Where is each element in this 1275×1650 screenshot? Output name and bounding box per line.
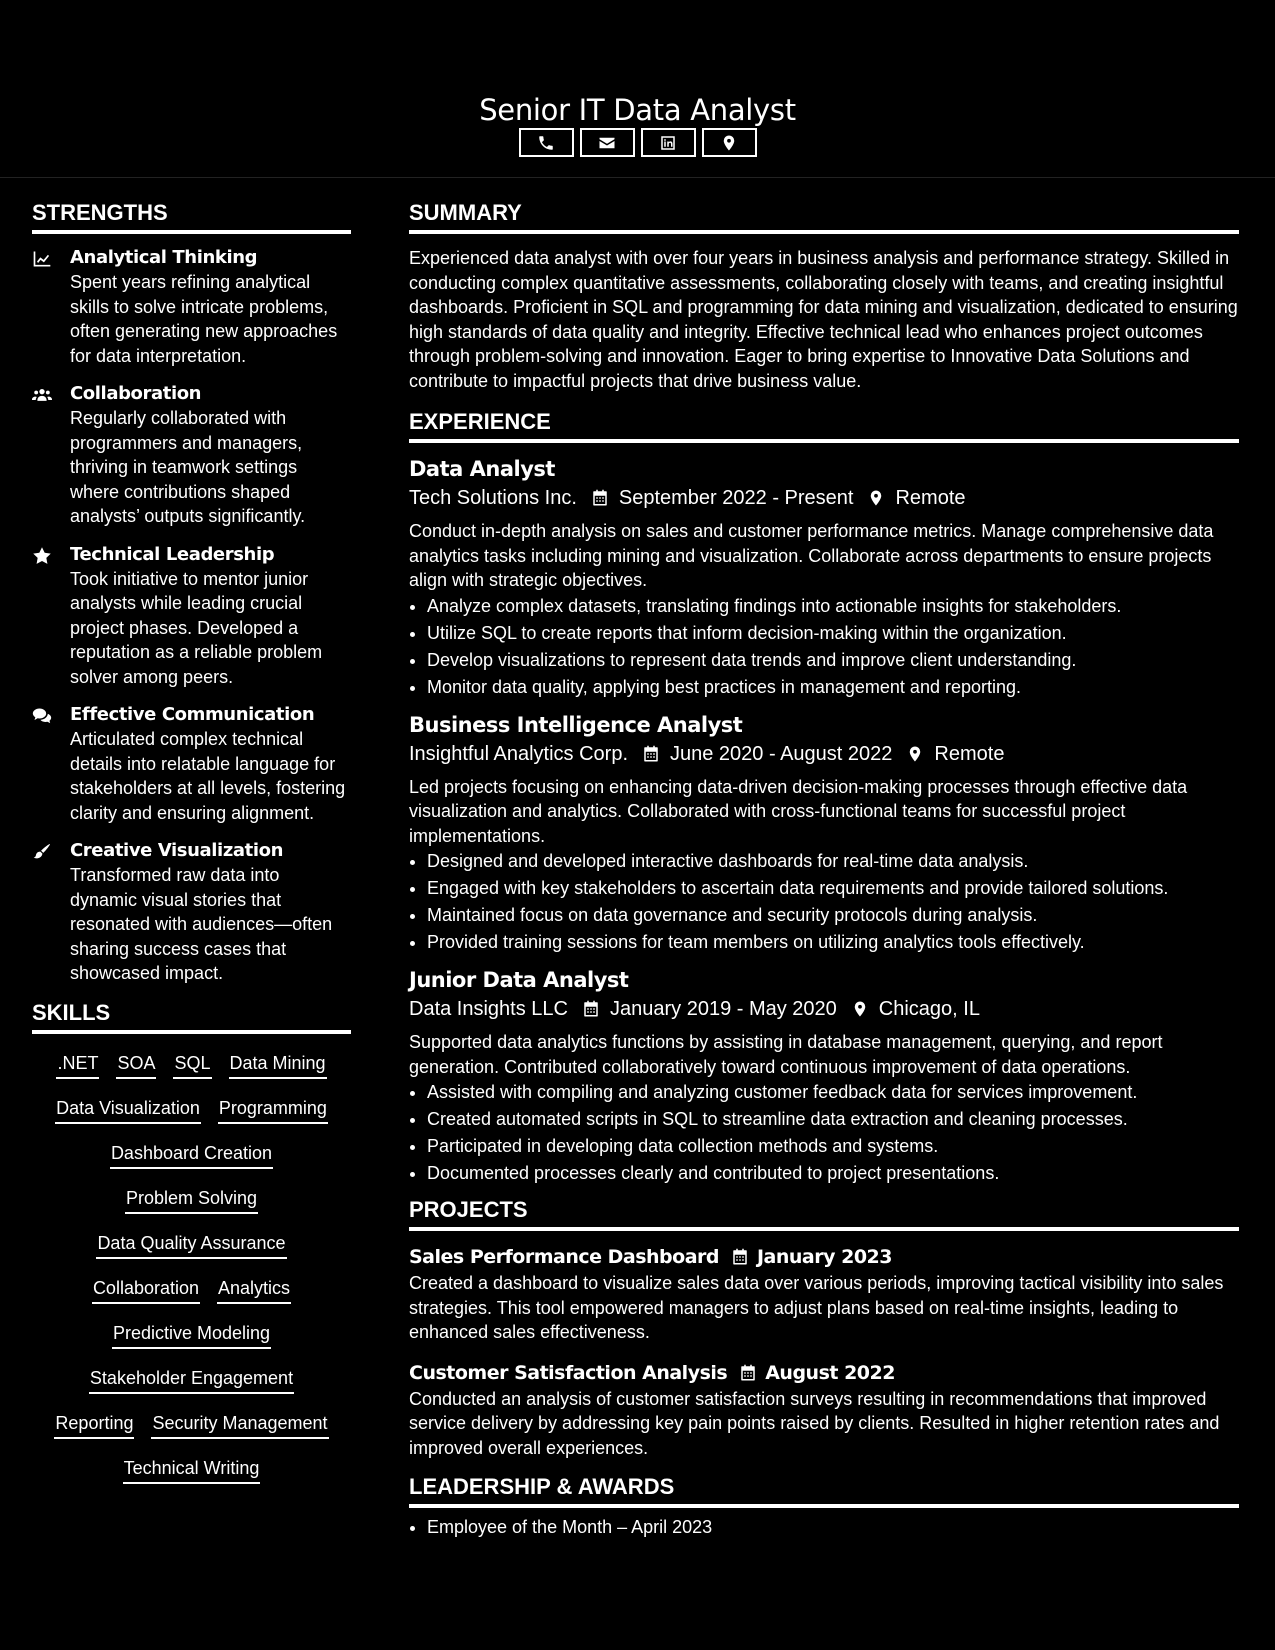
- award-item: • Employee of the Month – April 2023: [427, 1514, 1239, 1541]
- job-company: Tech Solutions Inc.: [409, 487, 577, 509]
- experience-heading: EXPERIENCE: [409, 409, 1239, 443]
- comments-icon: [32, 706, 52, 726]
- job-company: Insightful Analytics Corp.: [409, 742, 628, 765]
- job-location: Chicago, IL: [878, 998, 980, 1020]
- job-meta: [409, 994, 1239, 1024]
- job-bullet: • Analyze complex datasets, translating findings into actionable insights for stakeholders.: [427, 593, 1239, 620]
- job-bullet: • Participated in developing data collection methods and systems.: [427, 1133, 1239, 1160]
- skill-tag: Stakeholder Engagement: [89, 1367, 294, 1394]
- skill-row: [32, 1097, 351, 1142]
- calendar-icon: [582, 1000, 600, 1018]
- projects-heading: PROJECTS: [409, 1197, 1239, 1231]
- experience-list: [409, 455, 1239, 1187]
- job-meta: [409, 739, 1239, 769]
- calendar-icon: [731, 1248, 749, 1266]
- chart-line-icon: [32, 249, 52, 269]
- skill-row: [32, 1457, 351, 1502]
- job-bullet: • Provided training sessions for team members on utilizing analytics tools effectively.: [427, 929, 1239, 956]
- skill-tag: Data Visualization: [55, 1097, 201, 1124]
- linkedin-button[interactable]: [641, 128, 696, 157]
- skill-tag: Reporting: [54, 1412, 134, 1439]
- job-bullet: • Assisted with compiling and analyzing customer feedback data for services improvement.: [427, 1079, 1239, 1106]
- job-bullets: [409, 848, 1239, 956]
- strength-title: Collaboration: [70, 383, 202, 404]
- skill-tag: Problem Solving: [125, 1187, 258, 1214]
- job-title: Junior Data Analyst: [409, 968, 629, 992]
- job-bullet: • Designed and developed interactive dashboards for real-time data analysis.: [427, 848, 1239, 875]
- strength-desc: Spent years refining analytical skills to solve intricate problems, often generating new approaches for data interpretation.: [70, 272, 338, 366]
- project-entry: [409, 1359, 1239, 1461]
- skill-tag: Technical Writing: [123, 1457, 261, 1484]
- map-pin-icon: [720, 134, 738, 152]
- strength-desc: Transformed raw data into dynamic visual stories that resonated with audiences—often sharing success cases that showcased impact.: [70, 865, 333, 983]
- summary-heading: SUMMARY: [409, 200, 1239, 234]
- project-title: Sales Performance Dashboard: [409, 1246, 719, 1268]
- strengths-heading: STRENGTHS: [32, 200, 351, 234]
- linkedin-icon: [659, 134, 677, 152]
- skill-row: [32, 1322, 351, 1367]
- strength-title: Analytical Thinking: [70, 247, 258, 268]
- left-column: [32, 178, 351, 1551]
- location-button[interactable]: [702, 128, 757, 157]
- strength-desc: Articulated complex technical details into relatable language for stakeholders at all levels, fostering clarity and ensuring alignment.: [70, 729, 346, 823]
- job-bullet: • Engaged with key stakeholders to ascertain data requirements and provide tailored solutions.: [427, 875, 1239, 902]
- map-pin-icon: [906, 745, 924, 763]
- calendar-icon: [591, 489, 609, 507]
- job-entry: [409, 455, 1239, 701]
- skill-tag: .NET: [56, 1052, 99, 1079]
- job-company: Data Insights LLC: [409, 998, 568, 1020]
- resume-title: Senior IT Data Analyst: [479, 93, 796, 127]
- projects-list: [409, 1243, 1239, 1460]
- job-bullet: • Utilize SQL to create reports that inform decision-making within the organization.: [427, 620, 1239, 647]
- job-description: Supported data analytics functions by assisting in database management, querying, and report generation. Contributed collaboratively toward continuous improvement of data operations.: [409, 1032, 1163, 1077]
- job-location: Remote: [934, 742, 1005, 765]
- skill-row: [32, 1277, 351, 1322]
- project-description: Created a dashboard to visualize sales data over various periods, improving tactical visibility into sales strategies. This tool empowered managers to adjust plans based on real-time insights, leading to enhanced sales effectiveness.: [409, 1273, 1224, 1342]
- skill-row: [32, 1142, 351, 1187]
- project-title: Customer Satisfaction Analysis: [409, 1361, 728, 1384]
- right-column: [409, 178, 1239, 1551]
- skills-heading: SKILLS: [32, 1000, 351, 1034]
- map-pin-icon: [867, 489, 885, 507]
- skill-tag: Programming: [218, 1097, 328, 1124]
- job-bullet: • Created automated scripts in SQL to streamline data extraction and cleaning processes.: [427, 1106, 1239, 1133]
- project-description: Conducted an analysis of customer satisfaction surveys resulting in recommendations that improved service delivery by addressing key pain points raised by clients. Resulted in higher retention rates and improved overall experiences.: [409, 1388, 1220, 1458]
- strength-item: [32, 543, 351, 690]
- star-icon: [32, 546, 52, 566]
- contact-bar: [0, 128, 1275, 157]
- skill-tag: Predictive Modeling: [112, 1322, 271, 1349]
- strength-title: Technical Leadership: [70, 543, 275, 565]
- resume-header: [0, 0, 1275, 178]
- awards-list: [409, 1514, 1239, 1541]
- users-icon: [32, 385, 52, 405]
- strength-desc: Took initiative to mentor junior analysts while leading crucial project phases. Developed a reputation as a reliable problem solver among peers.: [70, 568, 323, 687]
- strength-title: Effective Communication: [70, 704, 315, 725]
- skill-tag: Security Management: [151, 1412, 328, 1439]
- skill-tag: SOA: [116, 1052, 156, 1079]
- envelope-icon: [598, 134, 616, 152]
- map-pin-icon: [851, 1000, 869, 1018]
- project-date: August 2022: [765, 1361, 895, 1384]
- job-dates: June 2020 - August 2022: [670, 742, 893, 765]
- phone-icon: [537, 134, 555, 152]
- project-entry: [409, 1243, 1239, 1345]
- project-date: January 2023: [756, 1246, 892, 1268]
- job-entry: [409, 966, 1239, 1187]
- job-bullet: • Monitor data quality, applying best practices in management and reporting.: [427, 674, 1239, 701]
- strength-title: Creative Visualization: [70, 840, 284, 861]
- summary-text: Experienced data analyst with over four years in business analysis and performance strategy. Skilled in conducting complex quantitative assessments, collaborating closely with teams, and creating insightful dashboards. Proficient in SQL and programming for data mining and visualization, dedicated to ensuring high standards of data quality and integrity. Effective technical lead who enhances project outcomes through problem-solving and innovation. Eager to bring expertise to Innovative Data Solutions and contribute to impactful projects that drive business value.: [409, 248, 1238, 391]
- job-bullet: • Maintained focus on data governance and security protocols during analysis.: [427, 902, 1239, 929]
- job-description: Conduct in-depth analysis on sales and customer performance metrics. Manage comprehensive data analytics tasks including mining and visualization. Collaborate across departments to ensure projects align with strategic objectives.: [409, 521, 1214, 590]
- strength-desc: Regularly collaborated with programmers and managers, thriving in teamwork settings where contributions shaped analysts’ outputs significantly.: [70, 408, 306, 526]
- skills-list: [32, 1048, 351, 1502]
- job-location: Remote: [895, 487, 966, 509]
- job-dates: September 2022 - Present: [618, 487, 854, 509]
- skill-tag: Dashboard Creation: [110, 1142, 273, 1169]
- project-header: [409, 1243, 1239, 1271]
- skill-tag: Data Mining: [229, 1052, 327, 1079]
- job-meta: [409, 483, 1239, 513]
- awards-heading: LEADERSHIP & AWARDS: [409, 1474, 1239, 1508]
- skill-row: [32, 1232, 351, 1277]
- calendar-icon: [739, 1364, 757, 1382]
- project-header: [409, 1359, 1239, 1387]
- skill-row: [32, 1367, 351, 1412]
- job-title: Business Intelligence Analyst: [409, 712, 743, 737]
- job-bullets: [409, 1079, 1239, 1187]
- skill-tag: SQL: [173, 1052, 211, 1079]
- job-description: Led projects focusing on enhancing data-driven decision-making processes through effective data visualization and analytics. Collaborated with cross-functional teams for successful project implementations.: [409, 776, 1188, 846]
- job-bullet: • Develop visualizations to represent data trends and improve client understanding.: [427, 647, 1239, 674]
- strength-item: [32, 246, 351, 368]
- job-entry: [409, 711, 1239, 957]
- paintbrush-icon: [32, 842, 52, 862]
- skill-tag: Analytics: [217, 1277, 291, 1304]
- job-title: Data Analyst: [409, 457, 555, 481]
- email-button[interactable]: [580, 128, 635, 157]
- skill-row: [32, 1412, 351, 1457]
- job-bullet: • Documented processes clearly and contributed to project presentations.: [427, 1160, 1239, 1187]
- strength-item: [32, 382, 351, 529]
- skill-row: [32, 1052, 351, 1097]
- skill-row: [32, 1187, 351, 1232]
- job-dates: January 2019 - May 2020: [609, 998, 837, 1020]
- skill-tag: Collaboration: [92, 1277, 200, 1304]
- skill-tag: Data Quality Assurance: [96, 1232, 286, 1259]
- job-bullets: [409, 593, 1239, 701]
- strength-item: [32, 839, 351, 986]
- calendar-icon: [642, 745, 660, 763]
- strength-item: [32, 703, 351, 825]
- phone-button[interactable]: [519, 128, 574, 157]
